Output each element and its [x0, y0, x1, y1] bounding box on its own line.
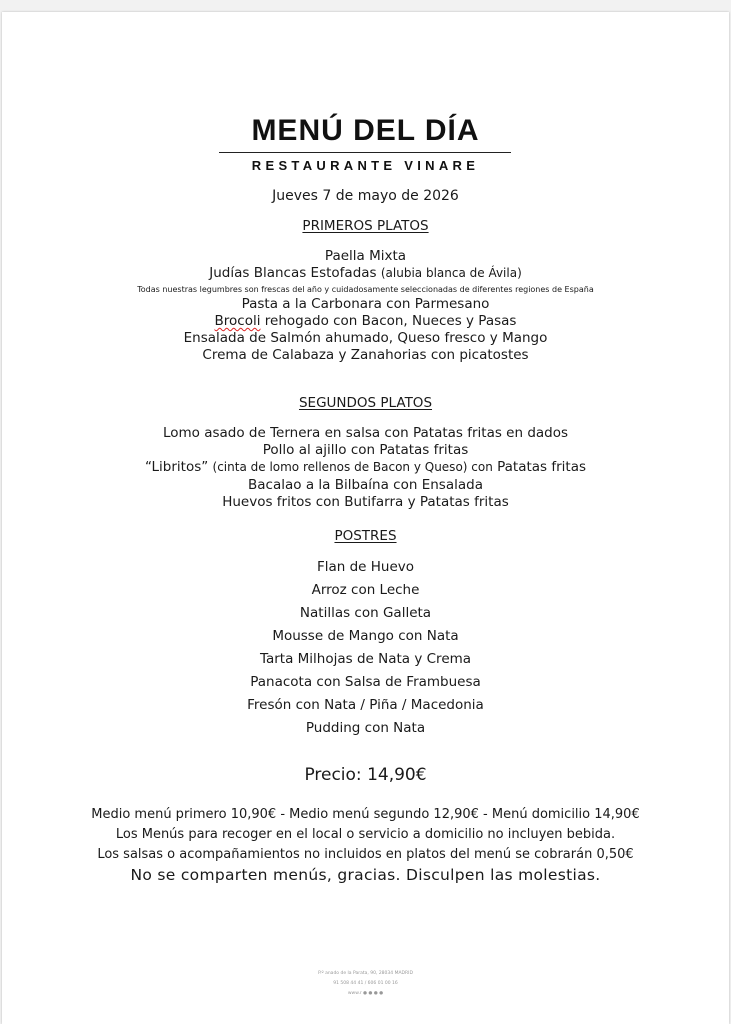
dish-detail: (alubia blanca de Ávila) — [380, 266, 522, 280]
title-divider — [219, 152, 511, 153]
dish-name: rehogado con Bacon, Nueces y Pasas — [260, 313, 517, 329]
primeros-item: Crema de Calabaza y Zanahorias con picatostes — [202, 347, 529, 363]
dish-name: Judías Blancas Estofadas — [209, 265, 381, 281]
footer-address: P.º anado de la Parata, 90, 28034 MADRID — [318, 971, 413, 976]
restaurant-name: RESTAURANTE VINARE — [251, 158, 480, 173]
postre-item: Mousse de Mango con Nata — [272, 628, 459, 644]
footer-web: www.r ● ● ● ● — [347, 991, 384, 996]
dish-side: Patatas fritas — [492, 459, 587, 475]
sauces-note: Los salsas o acompañamientos no incluidos en platos del menú se cobrarán 0,50€ — [97, 847, 634, 862]
segundos-item: Lomo asado de Ternera en salsa con Patatas fritas en dados — [162, 425, 569, 441]
drinks-note: Los Menús para recoger en el local o servicio a domicilio no incluyen bebida. — [115, 827, 616, 842]
postre-item: Pudding con Nata — [305, 720, 426, 736]
menu-page — [2, 12, 729, 1024]
primeros-item: Pasta a la Carbonara con Parmesano — [241, 296, 490, 312]
dish-word-spellcheck: Brocoli — [214, 313, 261, 329]
segundos-item — [2, 459, 729, 476]
primeros-item: Paella Mixta — [324, 248, 407, 264]
primeros-item — [2, 265, 729, 282]
sharing-notice: No se comparten menús, gracias. Disculpen las molestias. — [130, 866, 601, 884]
legumbres-note: Todas nuestras legumbres son frescas del año y cuidadosamente seleccionadas de diferentes regiones de España — [137, 285, 594, 294]
postre-item: Arroz con Leche — [311, 582, 420, 598]
menu-price: Precio: 14,90€ — [304, 765, 427, 785]
menu-date: Jueves 7 de mayo de 2026 — [272, 188, 459, 204]
dish-name: “Libritos” — [144, 459, 213, 475]
postre-item: Natillas con Galleta — [299, 605, 432, 621]
postre-item: Panacota con Salsa de Frambuesa — [250, 674, 481, 690]
pricing-info: Medio menú primero 10,90€ - Medio menú segundo 12,90€ - Menú domicilio 14,90€ — [91, 807, 640, 822]
segundos-item: Huevos fritos con Butifarra y Patatas fritas — [222, 494, 509, 510]
primeros-item — [2, 313, 729, 330]
menu-title: MENÚ DEL DÍA — [251, 114, 480, 147]
footer-phone: 91 508 44 41 / 606 01 00 16 — [333, 981, 398, 986]
postres-heading: POSTRES — [334, 528, 397, 544]
segundos-item: Pollo al ajillo con Patatas fritas — [262, 442, 469, 458]
postre-item: Fresón con Nata / Piña / Macedonia — [247, 697, 484, 713]
segundos-heading: SEGUNDOS PLATOS — [298, 395, 433, 411]
segundos-item: Bacalao a la Bilbaína con Ensalada — [248, 477, 483, 493]
primeros-heading: PRIMEROS PLATOS — [302, 218, 429, 234]
primeros-item: Ensalada de Salmón ahumado, Queso fresco y Mango — [183, 330, 548, 346]
dish-detail: (cinta de lomo rellenos de Bacon y Queso) con — [212, 460, 493, 474]
postre-item: Tarta Milhojas de Nata y Crema — [259, 651, 472, 667]
postre-item: Flan de Huevo — [316, 559, 415, 575]
